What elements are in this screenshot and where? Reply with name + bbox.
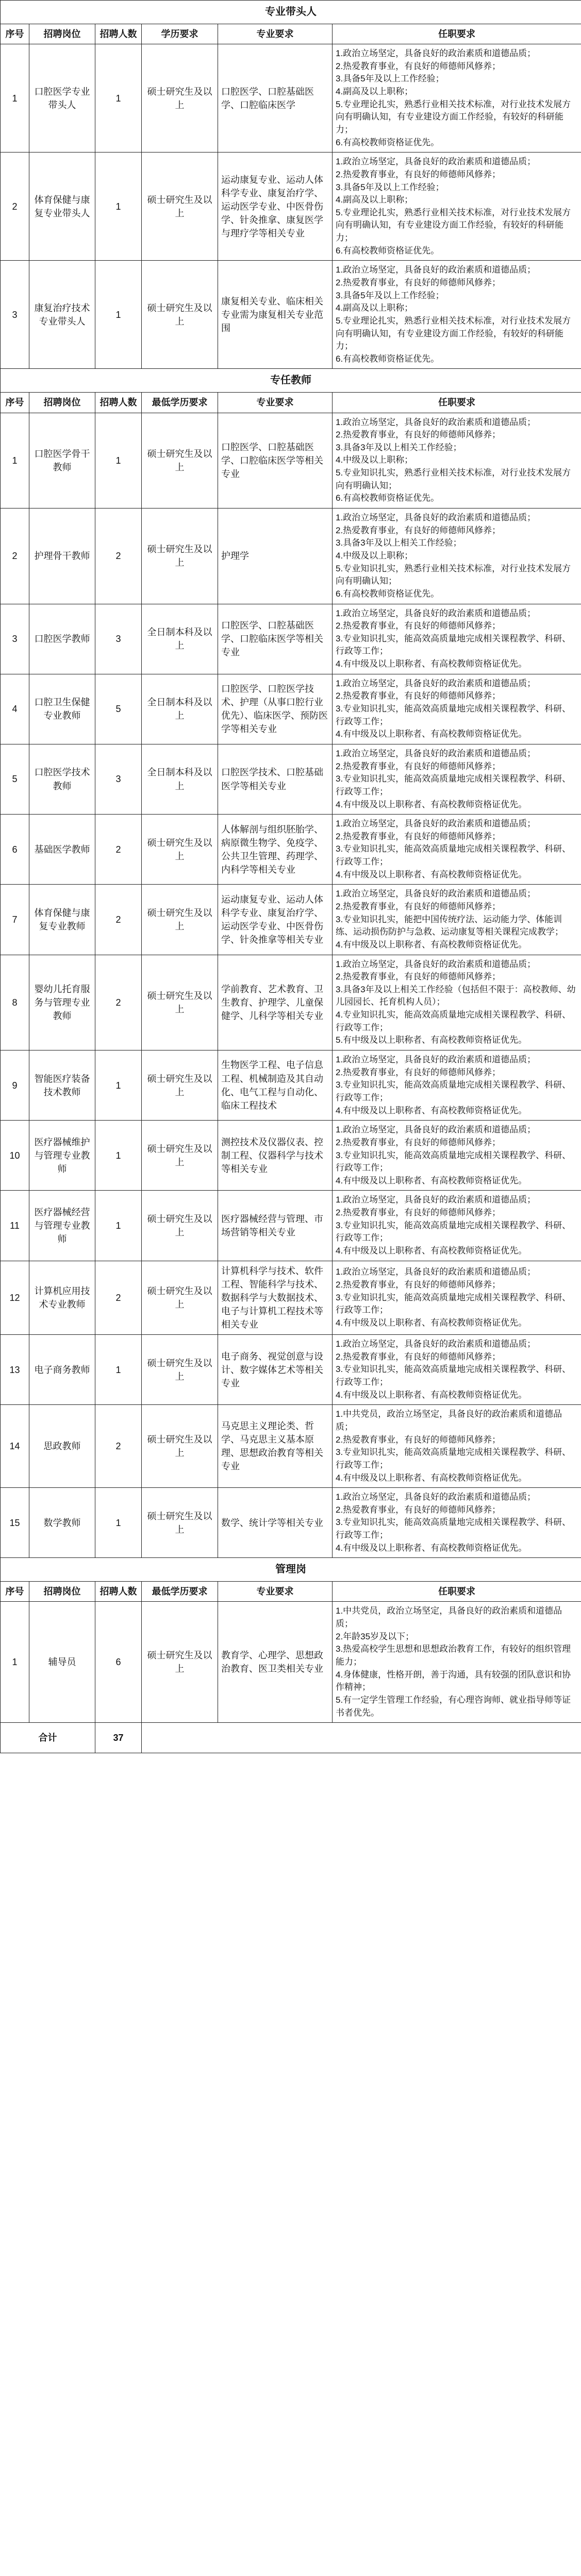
- section-title-row: [1, 369, 581, 393]
- section-title-row: [1, 1, 581, 24]
- hiring-count: 2: [95, 815, 142, 885]
- row-number: 14: [1, 1405, 29, 1488]
- job-position: 体育保健与康复专业教师: [29, 885, 95, 955]
- row-number: 9: [1, 1050, 29, 1121]
- major-requirement: 口腔医学、口腔基础医学、口腔临床医学等相关专业: [218, 413, 333, 508]
- section-title: 专业带头人: [1, 1, 581, 24]
- table-row: [1, 1488, 581, 1558]
- hiring-count: 1: [95, 261, 142, 369]
- job-requirements: 1.政治立场坚定，具备良好的政治素质和道德品质； 2.热爱教育事业，有良好的师德师风修养； 3.具备3年及以上相关工作经验； 4.中级及以上职称； 5.专业知识扎实，熟悉行业相关技术标准，对行业技术发展方向有明确认知； 6.有高校教师资格证优先。: [333, 413, 581, 508]
- major-requirement: 电子商务、视觉创意与设计、数字媒体艺术等相关专业: [218, 1335, 333, 1405]
- education-requirement: 硕士研究生及以上: [142, 44, 218, 152]
- education-requirement: 硕士研究生及以上: [142, 261, 218, 369]
- major-requirement: 运动康复专业、运动人体科学专业、康复治疗学、运动医学专业、中医骨伤学、针灸推拿、康复医学与理疗学等相关专业: [218, 152, 333, 261]
- column-header: 专业要求: [218, 24, 333, 44]
- major-requirement: 康复相关专业、临床相关专业需为康复相关专业范围: [218, 261, 333, 369]
- education-requirement: 硕士研究生及以上: [142, 1335, 218, 1405]
- education-requirement: 硕士研究生及以上: [142, 152, 218, 261]
- column-header: 任职要求: [333, 24, 581, 44]
- job-requirements: 1.政治立场坚定，具备良好的政治素质和道德品质； 2.热爱教育事业，有良好的师德师风修养； 3.专业知识扎实，能高效高质量地完成相关课程教学、科研、行政等工作； 4.有中级及以上职称者、有高校教师资格证优先。: [333, 744, 581, 814]
- table-row: [1, 674, 581, 744]
- job-position: 体育保健与康复专业带头人: [29, 152, 95, 261]
- table-row: [1, 413, 581, 508]
- hiring-count: 3: [95, 744, 142, 814]
- job-requirements: 1.政治立场坚定，具备良好的政治素质和道德品质； 2.热爱教育事业，有良好的师德师风修养； 3.具备3年及以上相关工作经验（包括但不限于：高校教师、幼儿园园长、托育机构人员）； 4.专业知识扎实，能高效高质量地完成相关课程教学、科研、行政等工作； 5.有中级及以上职称者、有高校教师资格证优先。: [333, 955, 581, 1050]
- job-position: 口腔卫生保健专业教师: [29, 674, 95, 744]
- table-row: [1, 885, 581, 955]
- education-requirement: 硕士研究生及以上: [142, 1488, 218, 1558]
- job-requirements: 1.政治立场坚定，具备良好的政治素质和道德品质； 2.热爱教育事业，有良好的师德师风修养； 3.具备3年及以上相关工作经验； 4.中级及以上职称； 5.专业知识扎实，熟悉行业相关技术标准，对行业技术发展方向有明确认知； 6.有高校教师资格证优先。: [333, 509, 581, 604]
- hiring-count: 2: [95, 1405, 142, 1488]
- job-requirements: 1.政治立场坚定，具备良好的政治素质和道德品质； 2.热爱教育事业，有良好的师德师风修养； 3.专业知识扎实，能高效高质量地完成相关课程教学、科研、行政等工作； 4.有中级及以上职称者、有高校教师资格证优先。: [333, 1191, 581, 1261]
- table-row: [1, 815, 581, 885]
- table-row: [1, 955, 581, 1050]
- job-position: 数学教师: [29, 1488, 95, 1558]
- row-number: 7: [1, 885, 29, 955]
- table-row: [1, 604, 581, 674]
- column-header: 任职要求: [333, 393, 581, 413]
- major-requirement: 口腔医学、口腔基础医学、口腔临床医学等相关专业: [218, 604, 333, 674]
- hiring-count: 1: [95, 1121, 142, 1191]
- column-header: 招聘岗位: [29, 1582, 95, 1602]
- total-row: [1, 1723, 581, 1753]
- column-header: 专业要求: [218, 1582, 333, 1602]
- row-number: 1: [1, 44, 29, 152]
- hiring-count: 1: [95, 1488, 142, 1558]
- education-requirement: 全日制本科及以上: [142, 674, 218, 744]
- education-requirement: 硕士研究生及以上: [142, 509, 218, 604]
- table-row: [1, 1335, 581, 1405]
- table-row: [1, 509, 581, 604]
- job-requirements: 1.政治立场坚定，具备良好的政治素质和道德品质； 2.热爱教育事业，有良好的师德师风修养； 3.专业知识扎实，能高效高质量地完成相关课程教学、科研、行政等工作； 4.有中级及以上职称者、有高校教师资格证优先。: [333, 815, 581, 885]
- job-position: 基础医学教师: [29, 815, 95, 885]
- job-requirements: 1.政治立场坚定，具备良好的政治素质和道德品质； 2.热爱教育事业，有良好的师德师风修养； 3.专业知识扎实，能高效高质量地完成相关课程教学、科研、行政等工作； 4.有中级及以上职称者、有高校教师资格证优先。: [333, 1335, 581, 1405]
- row-number: 3: [1, 604, 29, 674]
- table-body: [1, 1, 581, 1753]
- row-number: 2: [1, 152, 29, 261]
- hiring-count: 1: [95, 1335, 142, 1405]
- hiring-count: 1: [95, 413, 142, 508]
- major-requirement: 口腔医学、口腔医学技术、护理（从事口腔行业优先）、临床医学、预防医学等相关专业: [218, 674, 333, 744]
- education-requirement: 硕士研究生及以上: [142, 1121, 218, 1191]
- hiring-count: 5: [95, 674, 142, 744]
- major-requirement: 口腔医学技术、口腔基础医学等相关专业: [218, 744, 333, 814]
- hiring-count: 2: [95, 885, 142, 955]
- major-requirement: 数学、统计学等相关专业: [218, 1488, 333, 1558]
- table-row: [1, 1050, 581, 1121]
- column-header: 招聘岗位: [29, 393, 95, 413]
- row-number: 5: [1, 744, 29, 814]
- job-position: 康复治疗技术专业带头人: [29, 261, 95, 369]
- column-header: 序号: [1, 1582, 29, 1602]
- hiring-count: 1: [95, 1050, 142, 1121]
- section-title: 专任教师: [1, 369, 581, 393]
- job-position: 辅导员: [29, 1602, 95, 1723]
- major-requirement: 口腔医学、口腔基础医学、口腔临床医学: [218, 44, 333, 152]
- job-requirements: 1.政治立场坚定，具备良好的政治素质和道德品质； 2.热爱教育事业，有良好的师德师风修养； 3.具备5年及以上工作经验； 4.副高及以上职称； 5.专业理论扎实，熟悉行业相关技术标准，对行业技术发展方向有明确认知，有专业建设方面工作经验，有较好的科研能力； 6.有高校教师资格证优先。: [333, 261, 581, 369]
- row-number: 4: [1, 674, 29, 744]
- hiring-count: 3: [95, 604, 142, 674]
- table-row: [1, 44, 581, 152]
- job-position: 婴幼儿托育服务与管理专业教师: [29, 955, 95, 1050]
- column-header: 招聘岗位: [29, 24, 95, 44]
- row-number: 8: [1, 955, 29, 1050]
- row-number: 12: [1, 1261, 29, 1334]
- row-number: 6: [1, 815, 29, 885]
- job-requirements: 1.政治立场坚定，具备良好的政治素质和道德品质； 2.热爱教育事业，有良好的师德师风修养； 3.具备5年及以上工作经验； 4.副高及以上职称； 5.专业理论扎实，熟悉行业相关技术标准，对行业技术发展方向有明确认知，有专业建设方面工作经验，有较好的科研能力； 6.有高校教师资格证优先。: [333, 44, 581, 152]
- column-header-row: [1, 1582, 581, 1602]
- column-header: 招聘人数: [95, 24, 142, 44]
- row-number: 1: [1, 1602, 29, 1723]
- job-requirements: 1.政治立场坚定，具备良好的政治素质和道德品质； 2.热爱教育事业，有良好的师德师风修养； 3.专业知识扎实，能高效高质量地完成相关课程教学、科研、行政等工作； 4.有中级及以上职称者、有高校教师资格证优先。: [333, 1261, 581, 1334]
- job-position: 智能医疗装备技术教师: [29, 1050, 95, 1121]
- column-header: 最低学历要求: [142, 1582, 218, 1602]
- job-position: 护理骨干教师: [29, 509, 95, 604]
- table-row: [1, 1405, 581, 1488]
- row-number: 10: [1, 1121, 29, 1191]
- column-header: 最低学历要求: [142, 393, 218, 413]
- job-requirements: 1.政治立场坚定，具备良好的政治素质和道德品质； 2.热爱教育事业，有良好的师德师风修养； 3.专业知识扎实，能高效高质量地完成相关课程教学、科研、行政等工作； 4.有中级及以上职称者、有高校教师资格证优先。: [333, 1121, 581, 1191]
- education-requirement: 硕士研究生及以上: [142, 815, 218, 885]
- table-row: [1, 1602, 581, 1723]
- column-header: 专业要求: [218, 393, 333, 413]
- table-row: [1, 1191, 581, 1261]
- row-number: 11: [1, 1191, 29, 1261]
- total-count: 37: [95, 1723, 142, 1753]
- job-position: 口腔医学骨干教师: [29, 413, 95, 508]
- job-requirements: 1.政治立场坚定，具备良好的政治素质和道德品质； 2.热爱教育事业，有良好的师德师风修养； 3.专业知识扎实，能高效高质量地完成相关课程教学、科研、行政等工作； 4.有中级及以上职称者、有高校教师资格证优先。: [333, 604, 581, 674]
- hiring-count: 2: [95, 955, 142, 1050]
- row-number: 3: [1, 261, 29, 369]
- job-requirements: 1.政治立场坚定，具备良好的政治素质和道德品质； 2.热爱教育事业，有良好的师德师风修养； 3.专业知识扎实，能把中国传统疗法、运动能力学、体能训练、运动损伤防护与急救、运动康复等相关课程完成教学； 4.有中级及以上职称者、有高校教师资格证优先。: [333, 885, 581, 955]
- education-requirement: 硕士研究生及以上: [142, 1261, 218, 1334]
- column-header: 任职要求: [333, 1582, 581, 1602]
- column-header-row: [1, 24, 581, 44]
- hiring-count: 1: [95, 44, 142, 152]
- education-requirement: 硕士研究生及以上: [142, 955, 218, 1050]
- major-requirement: 计算机科学与技术、软件工程、智能科学与技术、数据科学与大数据技术、电子与计算机工程技术等相关专业: [218, 1261, 333, 1334]
- row-number: 1: [1, 413, 29, 508]
- education-requirement: 硕士研究生及以上: [142, 413, 218, 508]
- major-requirement: 护理学: [218, 509, 333, 604]
- education-requirement: 硕士研究生及以上: [142, 885, 218, 955]
- major-requirement: 教育学、心理学、思想政治教育、医卫类相关专业: [218, 1602, 333, 1723]
- job-requirements: 1.中共党员，政治立场坚定，具备良好的政治素质和道德品质； 2.热爱教育事业，有良好的师德师风修养； 3.专业知识扎实，能高效高质量地完成相关课程教学、科研、行政等工作； 4.有中级及以上职称者、有高校教师资格证优先。: [333, 1405, 581, 1488]
- job-position: 计算机应用技术专业教师: [29, 1261, 95, 1334]
- table-row: [1, 152, 581, 261]
- total-blank: [142, 1723, 581, 1753]
- job-requirements: 1.政治立场坚定，具备良好的政治素质和道德品质； 2.热爱教育事业，有良好的师德师风修养； 3.专业知识扎实，能高效高质量地完成相关课程教学、科研、行政等工作； 4.有中级及以上职称者、有高校教师资格证优先。: [333, 1050, 581, 1121]
- job-position: 思政教师: [29, 1405, 95, 1488]
- job-requirements: 1.中共党员，政治立场坚定，具备良好的政治素质和道德品质； 2.年龄35岁及以下； 3.热爱高校学生思想和思想政治教育工作，有较好的组织管理能力； 4.身体健康，性格开朗，善于沟通，具有较强的团队意识和协作精神； 5.有一定学生管理工作经验，有心理咨询师、就业指导师等证书者优先。: [333, 1602, 581, 1723]
- section-title: 管理岗: [1, 1558, 581, 1582]
- hiring-count: 2: [95, 1261, 142, 1334]
- major-requirement: 学前教育、艺术教育、卫生教育、护理学、儿童保健学、儿科学等相关专业: [218, 955, 333, 1050]
- table-row: [1, 1261, 581, 1334]
- education-requirement: 硕士研究生及以上: [142, 1602, 218, 1723]
- job-position: 医疗器械维护与管理专业教师: [29, 1121, 95, 1191]
- job-requirements: 1.政治立场坚定，具备良好的政治素质和道德品质； 2.热爱教育事业，有良好的师德师风修养； 3.具备5年及以上工作经验； 4.副高及以上职称； 5.专业理论扎实，熟悉行业相关技术标准，对行业技术发展方向有明确认知，有专业建设方面工作经验，有较好的科研能力； 6.有高校教师资格证优先。: [333, 152, 581, 261]
- column-header: 招聘人数: [95, 393, 142, 413]
- table-row: [1, 261, 581, 369]
- job-position: 医疗器械经营与管理专业教师: [29, 1191, 95, 1261]
- job-position: 口腔医学专业带头人: [29, 44, 95, 152]
- job-requirements: 1.政治立场坚定，具备良好的政治素质和道德品质； 2.热爱教育事业，有良好的师德师风修养； 3.专业知识扎实，能高效高质量地完成相关课程教学、科研、行政等工作； 4.有中级及以上职称者、有高校教师资格证优先。: [333, 674, 581, 744]
- education-requirement: 硕士研究生及以上: [142, 1050, 218, 1121]
- column-header: 序号: [1, 24, 29, 44]
- major-requirement: 人体解剖与组织胚胎学、病原微生物学、免疫学、公共卫生管理、药理学、内科学等相关专业: [218, 815, 333, 885]
- education-requirement: 全日制本科及以上: [142, 604, 218, 674]
- hiring-count: 1: [95, 152, 142, 261]
- job-position: 口腔医学技术教师: [29, 744, 95, 814]
- column-header-row: [1, 393, 581, 413]
- major-requirement: 运动康复专业、运动人体科学专业、康复治疗学、运动医学专业、中医骨伤学、针灸推拿等相关专业: [218, 885, 333, 955]
- major-requirement: 测控技术及仪器仪表、控制工程、仪器科学与技术等相关专业: [218, 1121, 333, 1191]
- row-number: 13: [1, 1335, 29, 1405]
- table-row: [1, 744, 581, 814]
- section-title-row: [1, 1558, 581, 1582]
- column-header: 学历要求: [142, 24, 218, 44]
- hiring-count: 2: [95, 509, 142, 604]
- column-header: 招聘人数: [95, 1582, 142, 1602]
- job-requirements: 1.政治立场坚定，具备良好的政治素质和道德品质； 2.热爱教育事业，有良好的师德师风修养； 3.专业知识扎实，能高效高质量地完成相关课程教学、科研、行政等工作； 4.有中级及以上职称者、有高校教师资格证优先。: [333, 1488, 581, 1558]
- major-requirement: 医疗器械经营与管理、市场营销等相关专业: [218, 1191, 333, 1261]
- major-requirement: 马克思主义理论类、哲学、马克思主义基本原理、思想政治教育等相关专业: [218, 1405, 333, 1488]
- column-header: 序号: [1, 393, 29, 413]
- hiring-count: 1: [95, 1191, 142, 1261]
- table-row: [1, 1121, 581, 1191]
- education-requirement: 全日制本科及以上: [142, 744, 218, 814]
- education-requirement: 硕士研究生及以上: [142, 1405, 218, 1488]
- hiring-count: 6: [95, 1602, 142, 1723]
- row-number: 2: [1, 509, 29, 604]
- job-position: 口腔医学教师: [29, 604, 95, 674]
- major-requirement: 生物医学工程、电子信息工程、机械制造及其自动化、电气工程与自动化、临床工程技术: [218, 1050, 333, 1121]
- job-position: 电子商务教师: [29, 1335, 95, 1405]
- total-label: 合计: [1, 1723, 95, 1753]
- education-requirement: 硕士研究生及以上: [142, 1191, 218, 1261]
- row-number: 15: [1, 1488, 29, 1558]
